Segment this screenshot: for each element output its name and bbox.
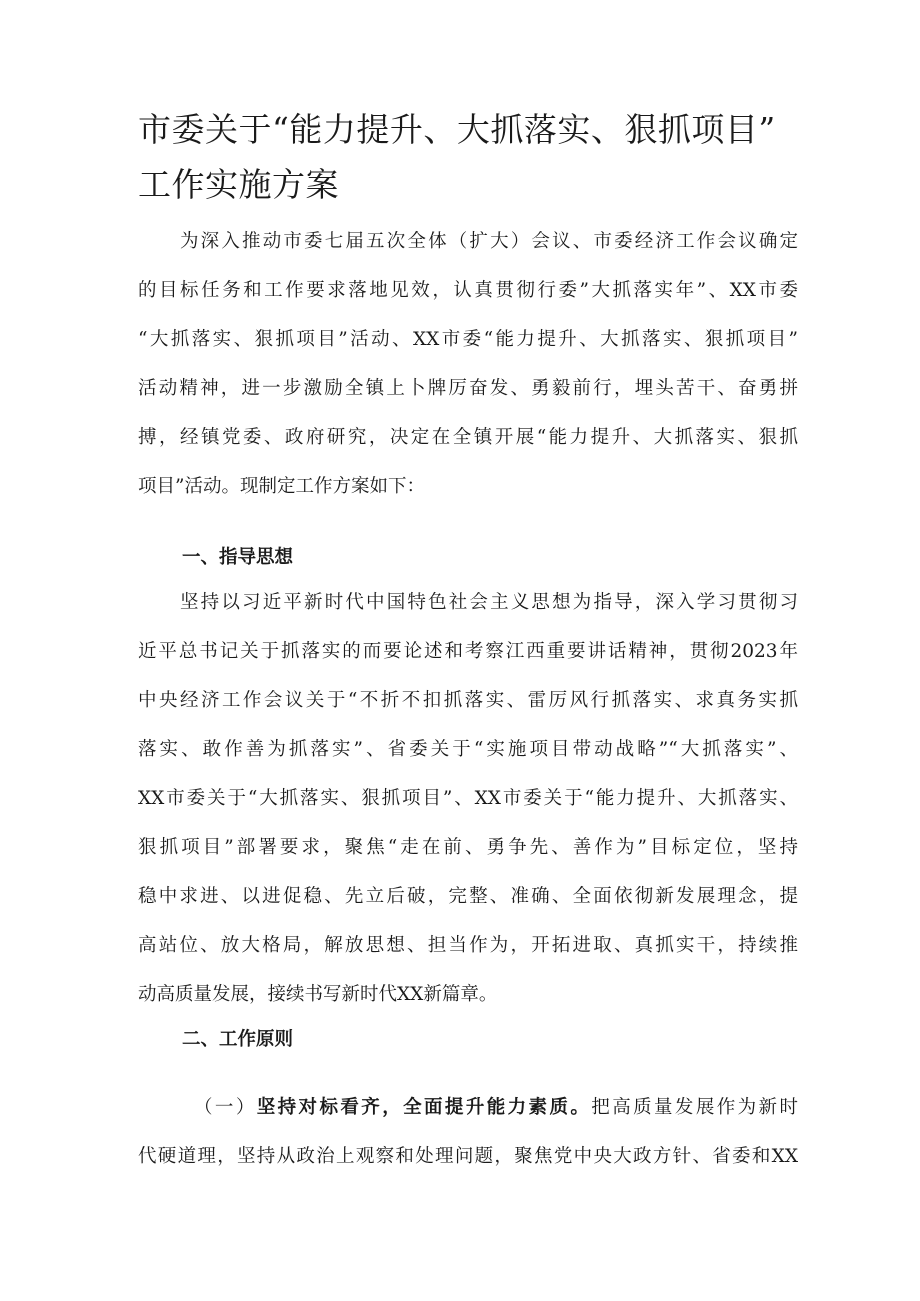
title-line-1: 市委关于“能力提升、大抓落实、狠抓项目” (138, 110, 776, 149)
paragraph-line: “大抓落实、狠抓项目”活动、XX市委“能力提升、大抓落实、狠抓项目” (138, 329, 798, 350)
paragraph-line: 代硬道理，坚持从政治上观察和处理问题，聚焦党中央大政方针、省委和XX (138, 1146, 798, 1167)
item-number: （一） (194, 1097, 257, 1118)
section-heading-work-principles: 二、工作原则 (182, 1029, 294, 1050)
paragraph-line: XX市委关于“大抓落实、狠抓项目”、XX市委关于“能力提升、大抓落实、 (138, 788, 798, 809)
paragraph-line (138, 1083, 798, 1132)
paragraph-line: 稳中求进、以进促稳、先立后破，完整、准确、全面依彻新发展理念，提 (138, 886, 798, 907)
paragraph-line: 搏，经镇党委、政府研究，决定在全镇开展“能力提升、大抓落实、狠抓 (138, 427, 798, 448)
paragraph-line: 坚持以习近平新时代中国特色社会主义思想为指导，深入学习贯彻习 (180, 592, 798, 613)
title-line-2: 工作实施方案 (138, 165, 339, 204)
paragraph-line: 项目”活动。现制定工作方案如下： (138, 476, 425, 497)
paragraph-line: 的目标任务和工作要求落地见效，认真贯彻行委”大抓落实年”、XX市委 (138, 280, 798, 301)
paragraph-line: 活动精神，进一步激励全镇上卜牌厉奋发、勇毅前行，埋头苦干、奋勇拼 (138, 378, 798, 399)
paragraph-line: 为深入推动市委七届五次全体（扩大）会议、市委经济工作会议确定 (180, 231, 798, 252)
intro-paragraph (138, 217, 798, 511)
item-body-text: 把高质量发展作为新时 (591, 1097, 798, 1118)
paragraph-line: 中央经济工作会议关于“不折不扣抓落实、雷厉风行抓落实、求真务实抓 (138, 690, 798, 711)
item-lead-sentence: 坚持对标看齐，全面提升能力素质。 (256, 1097, 592, 1118)
paragraph-line: 落实、敢作善为抓落实”、省委关于“实施项目带动战略”“大抓落实”、 (138, 739, 798, 760)
guiding-thought-paragraph (138, 578, 798, 1019)
paragraph-line: 狠抓项目”部署要求，聚焦“走在前、勇争先、善作为”目标定位，坚持 (138, 837, 798, 858)
principle-item-1 (138, 1083, 798, 1181)
document-title (138, 102, 798, 212)
paragraph-line: 高站位、放大格局，解放思想、担当作为，开拓进取、真抓实干，持续推 (138, 935, 798, 956)
paragraph-line: 动高质量发展，接续书写新时代XX新篇章。 (138, 984, 498, 1005)
paragraph-line: 近平总书记关于抓落实的而要论述和考察江西重要讲话精神，贯彻2023年 (138, 641, 798, 662)
section-heading-guiding-thought: 一、指导思想 (182, 547, 294, 568)
